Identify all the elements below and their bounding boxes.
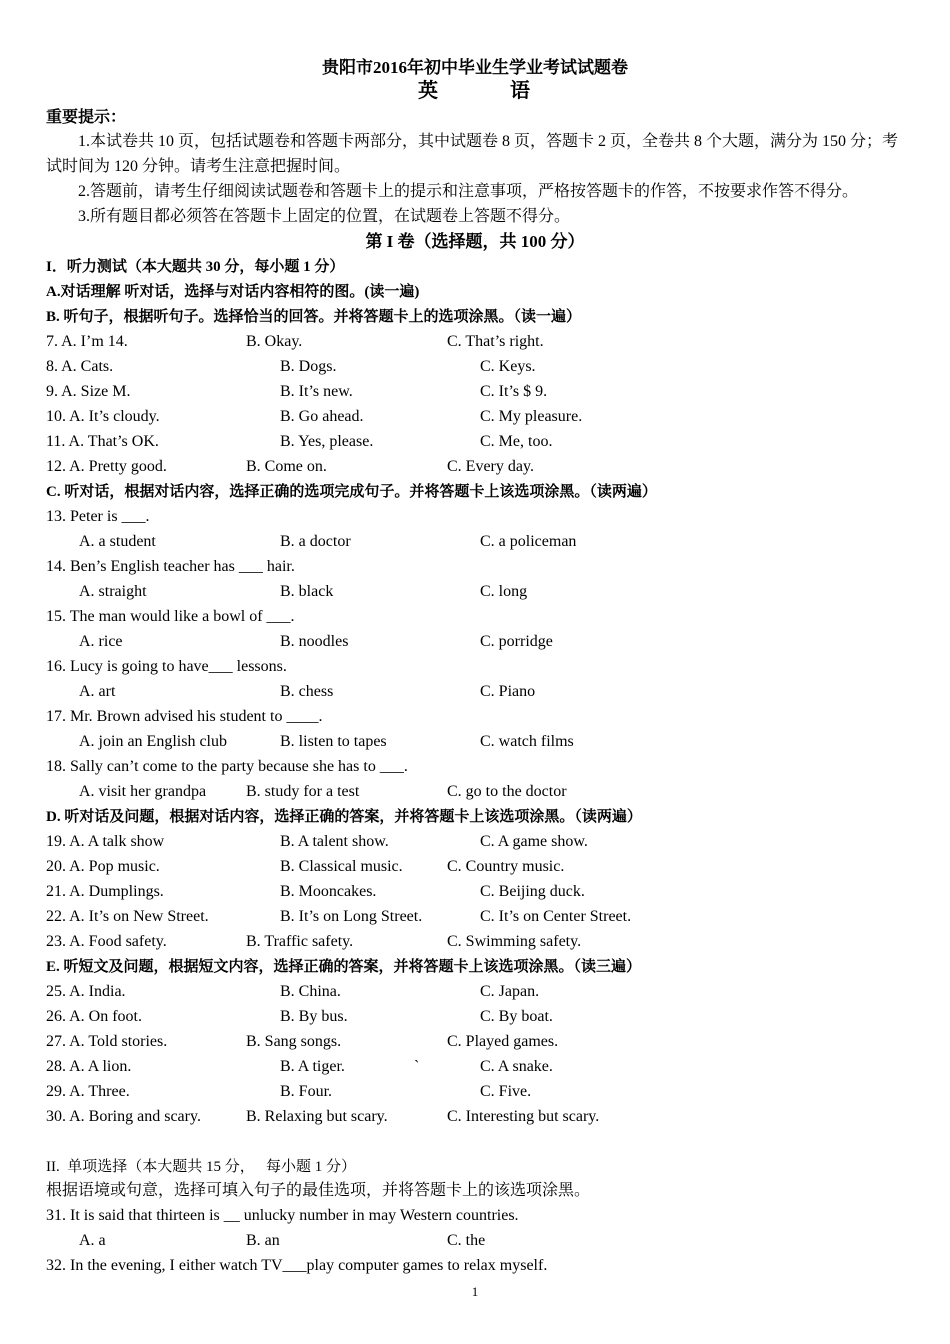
- part1-title: 第 I 卷（选择题，共 100 分）: [365, 232, 585, 251]
- option-b: B. A tiger.: [280, 1058, 345, 1075]
- option-b: B. study for a test: [246, 783, 360, 800]
- option-b: B. Relaxing but scary.: [246, 1108, 388, 1125]
- section2-instruction: 根据语境或句意，选择可填入句子的最佳选项，并将答题卡上的该选项涂黑。: [46, 1182, 591, 1199]
- option-b: B. Sang songs.: [246, 1033, 342, 1050]
- stray-mark: `: [414, 1058, 420, 1075]
- option-a: 7. A. I’m 14.: [46, 333, 128, 350]
- question-stem: 14. Ben’s English teacher has ___ hair.: [46, 558, 295, 575]
- option-a: 10. A. It’s cloudy.: [46, 408, 160, 425]
- option-b: B. Okay.: [246, 333, 303, 350]
- section1-subE: E. 听短文及问题，根据短文内容，选择正确的答案，并将答题卡上该选项涂黑。（读三遍）: [46, 959, 642, 975]
- option-a: 8. A. Cats.: [46, 358, 114, 375]
- option-b: B. Four.: [280, 1083, 333, 1100]
- option-c: C. That’s right.: [447, 333, 544, 350]
- option-a: 22. A. It’s on New Street.: [46, 908, 209, 925]
- option-a: 11. A. That’s OK.: [46, 433, 159, 450]
- option-a: A. straight: [79, 583, 147, 600]
- section1-subD: D. 听对话及问题，根据对话内容，选择正确的答案，并将答题卡上该选项涂黑。（读两遍）: [46, 809, 642, 825]
- option-b: B. listen to tapes: [280, 733, 387, 750]
- page-number: 1: [471, 1284, 479, 1299]
- option-a: 30. A. Boring and scary.: [46, 1108, 201, 1125]
- question-stem: 16. Lucy is going to have___ lessons.: [46, 658, 287, 675]
- question-stem: 18. Sally can’t come to the party because she has to ___.: [46, 758, 408, 775]
- option-c: C. Played games.: [447, 1033, 559, 1050]
- option-b: B. an: [246, 1232, 280, 1249]
- section1-title: I．听力测试（本大题共 30 分，每小题 1 分）: [46, 259, 345, 275]
- option-a: A. visit her grandpa: [79, 783, 207, 800]
- option-b: B. A talent show.: [280, 833, 389, 850]
- option-a: A. art: [79, 683, 116, 700]
- option-a: 12. A. Pretty good.: [46, 458, 167, 475]
- option-b: B. Yes, please.: [280, 433, 374, 450]
- option-a: 25. A. India.: [46, 983, 126, 1000]
- section1-subC: C. 听对话，根据对话内容，选择正确的选项完成句子。并将答题卡上该选项涂黑。（读两遍）: [46, 484, 657, 500]
- option-b: B. By bus.: [280, 1008, 348, 1025]
- option-b: B. It’s on Long Street.: [280, 908, 423, 925]
- option-c: C. Every day.: [447, 458, 534, 475]
- option-c: C. My pleasure.: [480, 408, 583, 425]
- question-stem: 13. Peter is ___.: [46, 508, 150, 525]
- option-c: C. It’s $ 9.: [480, 383, 548, 400]
- option-b: B. black: [280, 583, 334, 600]
- question-stem: 31. It is said that thirteen is __ unlucky number in may Western countries.: [46, 1207, 519, 1224]
- option-a: 20. A. Pop music.: [46, 858, 160, 875]
- option-c: C. A game show.: [480, 833, 588, 850]
- notice-item-1: 1.本试卷共 10 页，包括试题卷和答题卡两部分，其中试题卷 8 页，答题卡 2 页，全卷共 8 个大题，满分为 150 分；考试时间为 120 分钟。请考生注意把握时间。: [46, 133, 899, 175]
- option-a: 26. A. On foot.: [46, 1008, 142, 1025]
- option-b: B. Traffic safety.: [246, 933, 354, 950]
- question-stem: 32. In the evening, I either watch TV___play computer games to relax myself.: [46, 1257, 548, 1274]
- option-c: C. the: [447, 1232, 486, 1249]
- section1-subB: B. 听句子，根据听句子。选择恰当的回答。并将答题卡上的选项涂黑。（读一遍）: [46, 309, 582, 325]
- option-c: C. Five.: [480, 1083, 532, 1100]
- option-a: 29. A. Three.: [46, 1083, 130, 1100]
- option-c: C. Piano: [480, 683, 536, 700]
- option-c: C. long: [480, 583, 528, 600]
- option-a: A. a student: [79, 533, 156, 550]
- option-c: C. Me, too.: [480, 433, 553, 450]
- option-a: 9. A. Size M.: [46, 383, 131, 400]
- option-a: 23. A. Food safety.: [46, 933, 167, 950]
- option-a: 21. A. Dumplings.: [46, 883, 164, 900]
- option-c: C. It’s on Center Street.: [480, 908, 632, 925]
- option-c: C. Interesting but scary.: [447, 1108, 600, 1125]
- option-b: B. Mooncakes.: [280, 883, 377, 900]
- question-stem: 17. Mr. Brown advised his student to ____.: [46, 708, 323, 725]
- exam-title: 贵阳市2016年初中毕业生学业考试试题卷: [322, 58, 628, 77]
- section1-subA: A.对话理解 听对话，选择与对话内容相符的图。(读一遍): [46, 284, 420, 300]
- question-stem: 15. The man would like a bowl of ___.: [46, 608, 295, 625]
- option-a: 28. A. A lion.: [46, 1058, 132, 1075]
- notice-heading: 重要提示：: [46, 109, 127, 126]
- option-c: C. A snake.: [480, 1058, 553, 1075]
- option-b: B. China.: [280, 983, 341, 1000]
- option-c: C. Japan.: [480, 983, 540, 1000]
- option-c: C. a policeman: [480, 533, 577, 550]
- option-c: C. porridge: [480, 633, 553, 650]
- option-b: B. It’s new.: [280, 383, 353, 400]
- option-a: A. rice: [79, 633, 123, 650]
- option-c: C. Swimming safety.: [447, 933, 582, 950]
- option-c: C. watch films: [480, 733, 574, 750]
- option-c: C. By boat.: [480, 1008, 553, 1025]
- option-a: 19. A. A talk show: [46, 833, 165, 850]
- option-a: A. a: [79, 1232, 106, 1249]
- option-b: B. Classical music.: [280, 858, 403, 875]
- option-b: B. Come on.: [246, 458, 327, 475]
- notice-item-2: 2.答题前，请考生仔细阅读试题卷和答题卡上的提示和注意事项，严格按答题卡的作答，不按要求作答不得分。: [78, 183, 859, 200]
- option-c: C. go to the doctor: [447, 783, 567, 800]
- section2-title: II. 单项选择（本大题共 15 分， 每小题 1 分）: [46, 1159, 356, 1175]
- option-b: B. Go ahead.: [280, 408, 364, 425]
- option-c: C. Beijing duck.: [480, 883, 585, 900]
- option-b: B. chess: [280, 683, 334, 700]
- option-b: B. noodles: [280, 633, 349, 650]
- option-b: B. a doctor: [280, 533, 351, 550]
- option-b: B. Dogs.: [280, 358, 337, 375]
- notice-item-3: 3.所有题目都必须答在答题卡上固定的位置，在试题卷上答题不得分。: [78, 208, 571, 225]
- option-a: 27. A. Told stories.: [46, 1033, 168, 1050]
- option-c: C. Country music.: [447, 858, 565, 875]
- option-c: C. Keys.: [480, 358, 536, 375]
- option-a: A. join an English club: [79, 733, 227, 750]
- subject-title: 英 语: [418, 80, 532, 102]
